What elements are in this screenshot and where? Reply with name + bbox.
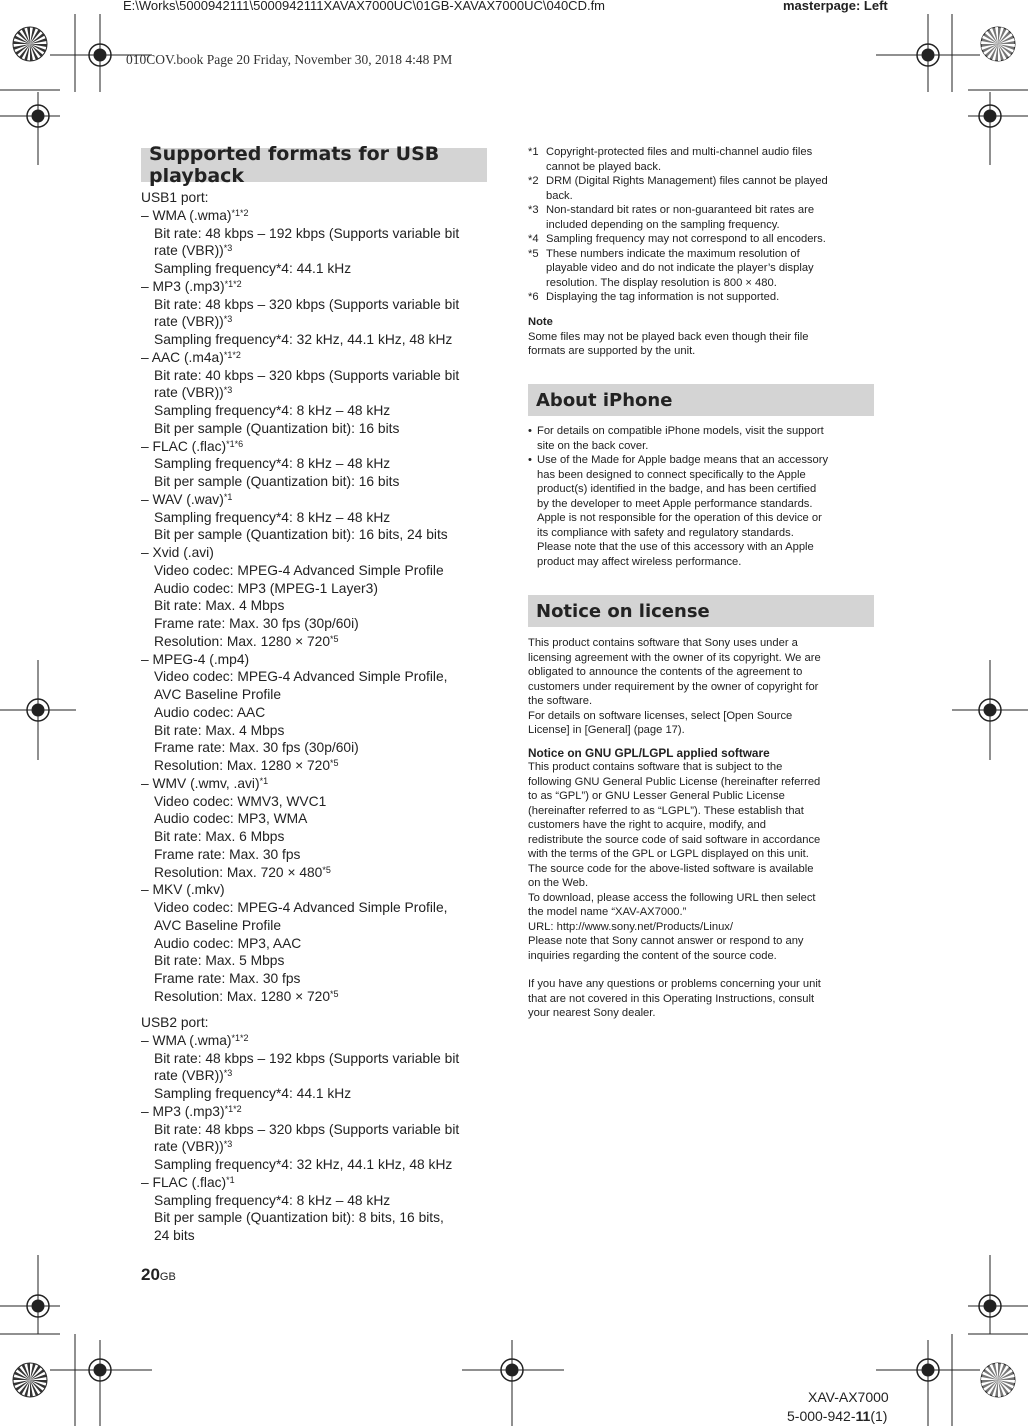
- gpl-line: URL: http://www.sony.net/Products/Linux/: [528, 920, 733, 933]
- format-detail: [141, 384, 491, 402]
- format-detail-text: Bit rate: 48 kbps – 320 kbps (Supports variable bit: [154, 296, 460, 312]
- dash-marker: –: [141, 1174, 153, 1190]
- format-detail: [141, 1227, 491, 1245]
- registration-starburst-icon: [13, 1363, 47, 1397]
- footnote-ref: *1*2: [224, 278, 242, 289]
- format-item: [141, 278, 491, 296]
- format-detail-text: Bit per sample (Quantization bit): 16 bits, 24 bits: [154, 527, 448, 543]
- format-detail-text: Bit per sample (Quantization bit): 16 bits: [154, 474, 400, 489]
- section-title-usb-formats: [141, 143, 487, 187]
- format-detail: [141, 633, 491, 651]
- format-detail-text: Video codec: WMV3, WVC1: [154, 793, 327, 809]
- format-detail-text: Sampling frequency*4: 32 kHz, 44.1 kHz, 48 kHz: [154, 332, 453, 347]
- format-detail: [141, 793, 491, 811]
- format-item: [141, 207, 491, 225]
- footnote-line: Copyright-protected files and multi-channel audio files: [546, 146, 813, 158]
- note-heading: Note: [528, 316, 553, 328]
- port-heading-text: USB2 port:: [141, 1015, 209, 1030]
- footnote-ref: *3: [223, 385, 233, 396]
- footnote-ref: *5: [330, 758, 339, 768]
- format-detail-text: rate (VBR)): [154, 1139, 224, 1155]
- format-detail: [141, 1085, 491, 1103]
- part-code: [787, 1408, 887, 1424]
- dash-marker: –: [141, 438, 153, 454]
- format-detail: [141, 952, 491, 970]
- port-heading: [141, 189, 491, 207]
- format-detail-text: Audio codec: AAC: [154, 704, 266, 720]
- model-number: XAV-AX7000: [808, 1389, 889, 1405]
- format-detail-text: Sampling frequency*4: 8 kHz – 48 kHz: [154, 403, 391, 418]
- gpl-line: to as “GPL”) or GNU Lesser General Public License: [528, 790, 785, 802]
- format-detail-text: Sampling frequency*4: 8 kHz – 48 kHz: [154, 509, 391, 525]
- format-detail: [141, 722, 491, 740]
- format-detail: [141, 846, 491, 864]
- gpl-line: customers have the right to acquire, modify, and: [528, 819, 766, 831]
- license-line: licensing agreement with the owner of its copyright. We are: [528, 651, 821, 664]
- format-detail: [141, 597, 491, 615]
- footnote-ref: *5: [330, 988, 339, 999]
- footnote-key: *5: [528, 247, 539, 260]
- bullet-line: For details on compatible iPhone models, visit the support: [537, 425, 824, 437]
- format-detail: [141, 757, 491, 775]
- footnote-key: *1: [528, 146, 539, 158]
- footnotes: [528, 145, 876, 305]
- format-detail-text: Frame rate: Max. 30 fps (30p/60i): [154, 740, 359, 756]
- dash-marker: –: [141, 545, 153, 560]
- format-detail: [141, 686, 491, 704]
- masterpage-label: masterpage: Left: [783, 0, 888, 13]
- bullet-line: its compliance with safety and regulatory standards.: [537, 526, 794, 539]
- format-detail-text: rate (VBR)): [154, 1068, 224, 1084]
- license-line: obligated to announce the contents of the agreement to: [528, 666, 803, 678]
- dash-marker: –: [141, 207, 153, 223]
- format-item: [141, 881, 491, 899]
- gpl-line: (hereinafter referred to as “LGPL”). These establish that: [528, 804, 804, 817]
- bullet-line: has been designed to connect specifically to the Apple: [537, 468, 806, 481]
- format-detail-text: Resolution: Max. 720 × 480: [154, 864, 323, 880]
- format-detail: [141, 1156, 491, 1174]
- closing-line: your nearest Sony dealer.: [528, 1007, 656, 1019]
- format-detail-text: Bit rate: Max. 5 Mbps: [154, 953, 285, 969]
- dash-marker: –: [141, 491, 153, 507]
- format-detail: [141, 1050, 491, 1068]
- format-detail-text: Video codec: MPEG-4 Advanced Simple Profile: [154, 562, 444, 578]
- format-detail: [141, 864, 491, 882]
- dash-marker: –: [141, 882, 153, 898]
- format-name: WMA (.wma): [152, 1032, 232, 1048]
- footnote-ref: *3: [223, 314, 233, 325]
- gpl-line: on the Web.: [528, 877, 589, 889]
- footnote-ref: *1*2: [223, 349, 241, 360]
- section-title-text: About iPhone: [536, 389, 673, 411]
- format-detail: [141, 828, 491, 846]
- bullet-line: Use of the Made for Apple badge means that an accessory: [537, 454, 829, 466]
- bullet-marker: •: [528, 454, 532, 466]
- footnote-ref: *1*2: [231, 207, 249, 218]
- format-detail: [141, 331, 491, 349]
- format-detail-text: Frame rate: Max. 30 fps (30p/60i): [154, 616, 359, 631]
- format-detail: [141, 420, 491, 438]
- format-detail: [141, 1067, 491, 1085]
- footnote-ref: *3: [223, 243, 233, 254]
- format-detail-text: Sampling frequency*4: 8 kHz – 48 kHz: [154, 456, 391, 472]
- footnote-ref: *1*6: [226, 438, 244, 449]
- footnote-ref: *1*2: [231, 1032, 249, 1043]
- format-detail: [141, 402, 491, 420]
- format-item: [141, 438, 491, 456]
- footnote: [528, 232, 876, 247]
- format-name: MKV (.mkv): [152, 882, 225, 898]
- gpl-line: the model name “XAV-AX7000.”: [528, 906, 687, 918]
- license-line: License] in [General] (page 17).: [528, 724, 685, 736]
- footnote: [528, 174, 876, 203]
- format-detail: [141, 1138, 491, 1156]
- footnote-ref: *3: [223, 1068, 233, 1079]
- gpl-line: Please note that Sony cannot answer or respond to any: [528, 935, 804, 947]
- format-detail-text: Audio codec: MP3, AAC: [154, 935, 302, 951]
- gpl-heading: Notice on GNU GPL/LGPL applied software: [528, 745, 770, 760]
- bullet-marker: •: [528, 425, 532, 437]
- footnote: [528, 203, 876, 232]
- license-line: the software.: [528, 695, 593, 707]
- book-info-line: 010COV.book Page 20 Friday, November 30, 2018 4:48 PM: [126, 52, 453, 67]
- format-detail: [141, 615, 491, 633]
- footnote-line: cannot be played back.: [546, 160, 662, 173]
- section-title-text: Notice on license: [536, 600, 710, 622]
- footnote-key: *3: [528, 204, 539, 216]
- usb1-format-list: [141, 189, 491, 1006]
- footnote-line: playable video and do not indicate the player’s display: [546, 262, 814, 274]
- page-number: [141, 1265, 176, 1285]
- format-detail-text: Bit rate: 48 kbps – 192 kbps (Supports variable bit: [154, 225, 460, 241]
- format-detail: [141, 810, 491, 828]
- format-detail-text: Sampling frequency*4: 32 kHz, 44.1 kHz, 48 kHz: [154, 1157, 453, 1172]
- format-detail-text: Sampling frequency*4: 8 kHz – 48 kHz: [154, 1192, 391, 1208]
- format-detail-text: Bit rate: 40 kbps – 320 kbps (Supports variable bit: [154, 367, 460, 383]
- format-detail-text: Video codec: MPEG-4 Advanced Simple Profile,: [154, 669, 448, 685]
- footnote: [528, 247, 876, 291]
- section-title-text: Supported formats for USB playback: [149, 143, 440, 187]
- bullet-line: product may affect wireless performance.: [537, 555, 742, 568]
- format-detail-text: AVC Baseline Profile: [154, 917, 282, 933]
- format-name: AAC (.m4a): [151, 349, 224, 365]
- footnote-line: Displaying the tag information is not supported.: [546, 291, 780, 303]
- format-detail-text: Audio codec: MP3, WMA: [154, 811, 308, 827]
- format-item: [141, 349, 491, 367]
- footnote-ref: *1: [259, 775, 269, 786]
- footnote-line: Non-standard bit rates or non-guaranteed bit rates are: [546, 204, 815, 216]
- bullet-line: site on the back cover.: [537, 439, 649, 452]
- bullet-line: Please note that the use of this accessory with an Apple: [537, 541, 814, 553]
- format-name: WMV (.wmv, .avi): [152, 775, 260, 791]
- format-detail-text: Frame rate: Max. 30 fps: [154, 846, 301, 862]
- format-detail-text: Bit rate: Max. 4 Mbps: [154, 722, 285, 738]
- part-code-bold: 11: [855, 1408, 871, 1424]
- license-text: [528, 636, 876, 738]
- license-line: For details on software licenses, select [Open Source: [528, 709, 793, 722]
- format-detail-text: Bit rate: Max. 6 Mbps: [154, 829, 285, 844]
- registration-starburst-icon: [981, 1363, 1015, 1397]
- footnote-ref: *5: [322, 864, 331, 875]
- format-detail: [141, 296, 491, 314]
- format-detail-text: Bit rate: 48 kbps – 320 kbps (Supports variable bit: [154, 1121, 460, 1137]
- format-detail-text: Resolution: Max. 1280 × 720: [154, 758, 331, 773]
- license-line: This product contains software that Sony uses under a: [528, 637, 798, 649]
- format-detail: [141, 1121, 491, 1139]
- gpl-line: This product contains software that is subject to the: [528, 761, 783, 773]
- format-detail: [141, 739, 491, 757]
- format-detail: [141, 935, 491, 953]
- format-detail: [141, 367, 491, 385]
- format-detail-text: Bit rate: Max. 4 Mbps: [154, 598, 285, 614]
- format-item: [141, 651, 491, 669]
- format-detail-text: AVC Baseline Profile: [154, 687, 282, 702]
- format-detail-text: Bit rate: 48 kbps – 192 kbps (Supports variable bit: [154, 1050, 460, 1066]
- gpl-line: redistribute the source code of said software in accordance: [528, 833, 821, 846]
- format-detail: [141, 455, 491, 473]
- format-item: [141, 1103, 491, 1121]
- bullet-line: by the developer to meet Apple performance standards.: [537, 497, 813, 510]
- format-detail-text: Video codec: MPEG-4 Advanced Simple Profile,: [154, 900, 448, 915]
- footnote-key: *4: [528, 233, 539, 245]
- closing-line: that are not covered in this Operating Instructions, consult: [528, 992, 815, 1005]
- format-detail: [141, 526, 491, 544]
- format-detail: [141, 970, 491, 988]
- format-detail: [141, 562, 491, 580]
- dash-marker: –: [141, 349, 152, 365]
- note-line: Some files may not be played back even though their file: [528, 330, 809, 343]
- note-text: [528, 330, 876, 359]
- format-detail-text: rate (VBR)): [154, 385, 224, 401]
- footnote: [528, 290, 876, 305]
- format-detail: [141, 260, 491, 278]
- footnote-ref: *3: [223, 1139, 233, 1150]
- gpl-line: following GNU General Public License (hereinafter referred: [528, 775, 821, 788]
- gpl-text: [528, 760, 876, 963]
- iphone-bullets: [528, 424, 876, 569]
- port-heading-text: USB1 port:: [141, 190, 209, 205]
- format-detail: [141, 242, 491, 260]
- closing-line: If you have any questions or problems concerning your unit: [528, 978, 821, 990]
- footnote-ref: *1: [226, 1174, 235, 1185]
- format-detail-text: Bit per sample (Quantization bit): 8 bits, 16 bits,: [154, 1210, 444, 1226]
- format-detail: [141, 580, 491, 598]
- format-item: [141, 1174, 491, 1192]
- bullet-item: [528, 424, 876, 453]
- part-code-suffix: (1): [870, 1408, 888, 1424]
- registration-starburst-icon: [981, 27, 1015, 61]
- file-path: E:\Works\5000942111\5000942111XAVAX7000UC\01GB-XAVAX7000UC\040CD.fm: [123, 0, 606, 13]
- section-title-notice-license: [528, 595, 874, 627]
- format-item: [141, 544, 491, 562]
- format-detail-text: rate (VBR)): [154, 314, 224, 330]
- format-name: MP3 (.mp3): [152, 278, 225, 294]
- footnote-line: These numbers indicate the maximum resolution of: [546, 247, 800, 260]
- footnote-line: resolution. The display resolution is 800 × 480.: [546, 276, 777, 289]
- page-number-suffix: GB: [159, 1271, 176, 1283]
- bullet-line: product(s) identified in the badge, and has been certified: [537, 483, 817, 495]
- registration-starburst-icon: [13, 27, 47, 61]
- format-detail: [141, 473, 491, 491]
- format-name: WMA (.wma): [152, 207, 232, 223]
- footnote-line: back.: [546, 189, 573, 202]
- format-detail-text: Audio codec: MP3 (MPEG-1 Layer3): [154, 580, 378, 596]
- footnote-key: *2: [528, 175, 539, 187]
- dash-marker: –: [141, 651, 153, 667]
- dash-marker: –: [141, 1103, 153, 1119]
- format-detail-text: Resolution: Max. 1280 × 720: [154, 633, 331, 649]
- closing-text: [528, 977, 876, 1021]
- gpl-line: To download, please access the following URL then select: [528, 891, 816, 904]
- gpl-line: The source code for the above-listed software is available: [528, 862, 814, 875]
- format-detail-text: 24 bits: [154, 1228, 195, 1243]
- format-detail: [141, 668, 491, 686]
- footnote: [528, 145, 876, 174]
- format-name: MPEG-4 (.mp4): [152, 651, 250, 667]
- footnote-line: DRM (Digital Rights Management) files cannot be played: [546, 175, 828, 187]
- footnote-ref: *1*2: [224, 1103, 242, 1114]
- format-name: MP3 (.mp3): [152, 1103, 225, 1119]
- format-detail: [141, 704, 491, 722]
- footnote-ref: *5: [330, 633, 339, 644]
- footnote-ref: *1: [223, 491, 233, 502]
- footnote-line: Sampling frequency may not correspond to all encoders.: [546, 233, 826, 245]
- format-detail: [141, 899, 491, 917]
- format-item: [141, 491, 491, 509]
- license-block: [528, 636, 876, 1021]
- format-item: [141, 1032, 491, 1050]
- format-detail: [141, 225, 491, 243]
- footnote-key: *6: [528, 291, 539, 303]
- format-detail-text: Sampling frequency*4: 44.1 kHz: [154, 1086, 352, 1101]
- format-item: [141, 775, 491, 793]
- format-detail-text: Resolution: Max. 1280 × 720: [154, 988, 331, 1004]
- part-code-prefix: 5-000-942-: [787, 1408, 856, 1424]
- format-detail-text: Bit per sample (Quantization bit): 16 bits: [154, 420, 400, 436]
- format-detail-text: Sampling frequency*4: 44.1 kHz: [154, 261, 352, 276]
- gpl-line: with the terms of the GPL or LGPL displayed on this unit.: [528, 848, 809, 860]
- format-detail: [141, 1209, 491, 1227]
- dash-marker: –: [141, 775, 153, 791]
- license-line: customers under requirement by the owner of copyright for: [528, 680, 819, 693]
- format-detail: [141, 509, 491, 527]
- dash-marker: –: [141, 278, 153, 294]
- bullet-item: [528, 453, 876, 569]
- format-detail-text: rate (VBR)): [154, 243, 224, 259]
- bullet-line: Apple is not responsible for the operation of this device or: [537, 512, 822, 524]
- format-name: FLAC (.flac): [152, 438, 227, 454]
- footnote-line: included depending on the sampling frequency.: [546, 218, 780, 231]
- format-name: Xvid (.avi): [152, 545, 214, 560]
- dash-marker: –: [141, 1032, 153, 1048]
- section-title-about-iphone: [528, 384, 874, 416]
- format-name: FLAC (.flac): [152, 1174, 227, 1190]
- usb2-format-list: [141, 1014, 491, 1245]
- format-detail: [141, 313, 491, 331]
- format-detail-text: Frame rate: Max. 30 fps: [154, 971, 301, 986]
- note-block: [528, 315, 876, 359]
- note-line: formats are supported by the unit.: [528, 345, 696, 357]
- page-number-value: 20: [141, 1265, 160, 1284]
- port-heading: [141, 1014, 491, 1032]
- format-detail: [141, 917, 491, 935]
- gpl-line: inquiries regarding the content of the source code.: [528, 949, 777, 962]
- format-name: WAV (.wav): [152, 491, 224, 507]
- format-detail: [141, 988, 491, 1006]
- format-detail: [141, 1192, 491, 1210]
